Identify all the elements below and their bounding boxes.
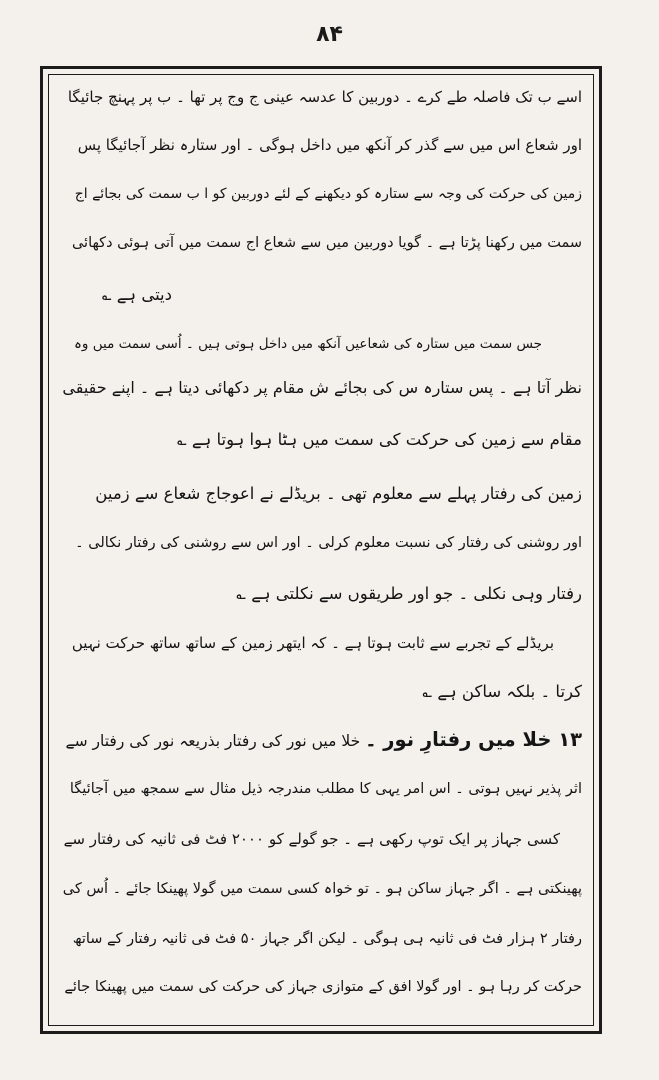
section-heading: ۱۳ خلا میں رفتارِ نور ۔: [365, 728, 582, 751]
text-line: اور شعاع اس میں سے گذر کر آنکھ میں داخل ہوگی ۔ اور ستارہ نظر آجائیگا پس: [77, 136, 582, 154]
text-line: اثر پذیر نہیں ہوتی ۔ اس امر یہی کا مطلب مندرجہ ذیل مثال سے سمجھ میں آجائیگا: [69, 781, 582, 797]
page-body: [62, 80, 582, 1020]
page-number: ۸۴: [316, 22, 343, 47]
text-line: نظر آتا ہے ۔ پس ستارہ س کی بجائے ش مقام پر دکھائی دیتا ہے ۔ اپنے حقیقی: [62, 378, 582, 397]
text-line: پھینکتی ہے ۔ اگر جہاز ساکن ہو ۔ تو خواہ کسی سمت میں گولا پھینکا جائے ۔ اُس کی: [62, 881, 582, 897]
text-line: رفتار وہی نکلی ۔ جو اور طریقوں سے نکلتی ہے ؎: [236, 584, 582, 603]
text-line: جس سمت میں ستارہ کی شعاعیں آنکھ میں داخل ہوتی ہیں ۔ اُسی سمت میں وہ: [74, 336, 542, 352]
text-line: کسی جہاز پر ایک توپ رکھی ہے ۔ جو گولے کو ۲۰۰۰ فٹ فی ثانیہ کی رفتار سے: [63, 830, 560, 848]
text-line: بریڈلے کے تجربے سے ثابت ہوتا ہے ۔ کہ ایتھر زمین کے ساتھ ساتھ حرکت نہیں: [71, 634, 554, 652]
section-line-text: خلا میں نور کی رفتار بذریعہ نور کی رفتار سے: [65, 732, 361, 750]
text-line: کرتا ۔ بلکہ ساکن ہے ؎: [422, 682, 582, 701]
text-line: اسے ب تک فاصلہ طے کرے ۔ دوربین کا عدسہ عینی ج وج پر تھا ۔ ب پر پہنچ جائیگا: [67, 88, 582, 106]
text-line: سمت میں رکھنا پڑتا ہے ۔ گویا دوربین میں سے شعاع اج سمت میں آتی ہوئی دکھائی: [71, 235, 582, 251]
text-line: دیتی ہے ؎: [101, 285, 172, 304]
text-line: اور روشنی کی رفتار کی نسبت معلوم کرلی ۔ اور اس سے روشنی کی رفتار نکالی ۔: [75, 535, 582, 551]
text-line: رفتار ۲ ہزار فٹ فی ثانیہ ہی ہوگی ۔ لیکن اگر جہاز ۵۰ فٹ فی ثانیہ رفتار کے ساتھ: [72, 931, 582, 947]
text-line: مقام سے زمین کی حرکت کی سمت میں ہٹا ہوا ہوتا ہے ؎: [177, 430, 582, 449]
text-line: زمین کی حرکت کی وجہ سے ستارہ کو دیکھنے کے لئے دوربین کو ا ب سمت کی بجائے اج: [74, 186, 582, 202]
section-line: [66, 730, 582, 750]
text-line: زمین کی رفتار پہلے سے معلوم تھی ۔ بریڈلے نے اعوجاج شعاع سے زمین: [95, 484, 582, 503]
text-line: حرکت کر رہا ہو ۔ اور گولا افق کے متوازی جہاز کی حرکت کی سمت میں پھینکا جائے: [64, 979, 582, 995]
